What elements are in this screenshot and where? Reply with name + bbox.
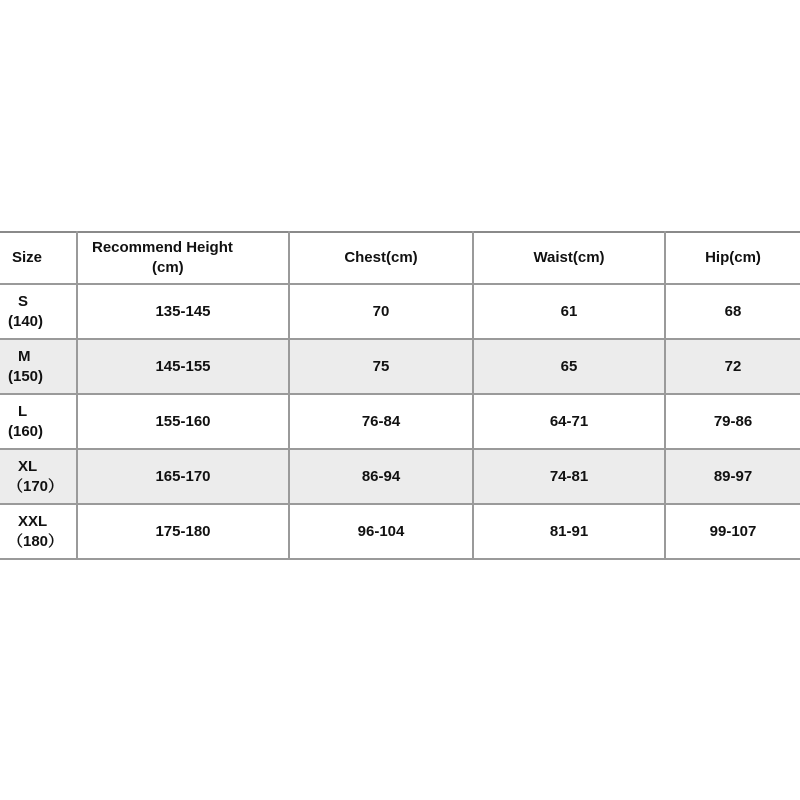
size-code: XXL: [18, 512, 48, 530]
waist-cell: 65: [473, 339, 665, 394]
header-height-line2: (cm): [152, 259, 184, 276]
chest-cell: 75: [289, 339, 473, 394]
height-cell: 135-145: [77, 284, 289, 339]
header-recommend-height: [77, 232, 289, 284]
size-height: (140): [8, 312, 44, 330]
chest-cell: 70: [289, 284, 473, 339]
waist-cell: 61: [473, 284, 665, 339]
table-row: [0, 284, 800, 339]
chest-cell: 76-84: [289, 394, 473, 449]
height-cell: 155-160: [77, 394, 289, 449]
waist-cell: 64-71: [473, 394, 665, 449]
height-cell: 175-180: [77, 504, 289, 559]
hip-cell: 99-107: [665, 504, 800, 559]
size-chart-table: [0, 231, 800, 560]
hip-cell: 89-97: [665, 449, 800, 504]
size-code: S: [18, 292, 29, 310]
height-cell: 165-170: [77, 449, 289, 504]
hip-cell: 68: [665, 284, 800, 339]
size-height: （170）: [8, 477, 64, 495]
size-height: (160): [8, 422, 44, 440]
header-row: [0, 232, 800, 284]
header-hip: Hip(cm): [665, 232, 800, 284]
header-height-line1: Recommend Height: [92, 239, 233, 256]
table-row: [0, 339, 800, 394]
chest-cell: 86-94: [289, 449, 473, 504]
header-chest: Chest(cm): [289, 232, 473, 284]
table-row: [0, 504, 800, 559]
size-height: （180）: [8, 532, 64, 550]
size-cell: [0, 284, 77, 339]
table-row: [0, 449, 800, 504]
chest-cell: 96-104: [289, 504, 473, 559]
waist-cell: 81-91: [473, 504, 665, 559]
size-code: M: [18, 347, 31, 365]
size-cell: [0, 449, 77, 504]
height-cell: 145-155: [77, 339, 289, 394]
waist-cell: 74-81: [473, 449, 665, 504]
size-code: L: [18, 402, 28, 420]
header-size: Size: [0, 232, 77, 284]
hip-cell: 79-86: [665, 394, 800, 449]
size-code: XL: [18, 457, 38, 475]
header-waist: Waist(cm): [473, 232, 665, 284]
size-cell: [0, 504, 77, 559]
hip-cell: 72: [665, 339, 800, 394]
table-row: [0, 394, 800, 449]
size-cell: [0, 394, 77, 449]
size-height: (150): [8, 367, 44, 385]
size-cell: [0, 339, 77, 394]
